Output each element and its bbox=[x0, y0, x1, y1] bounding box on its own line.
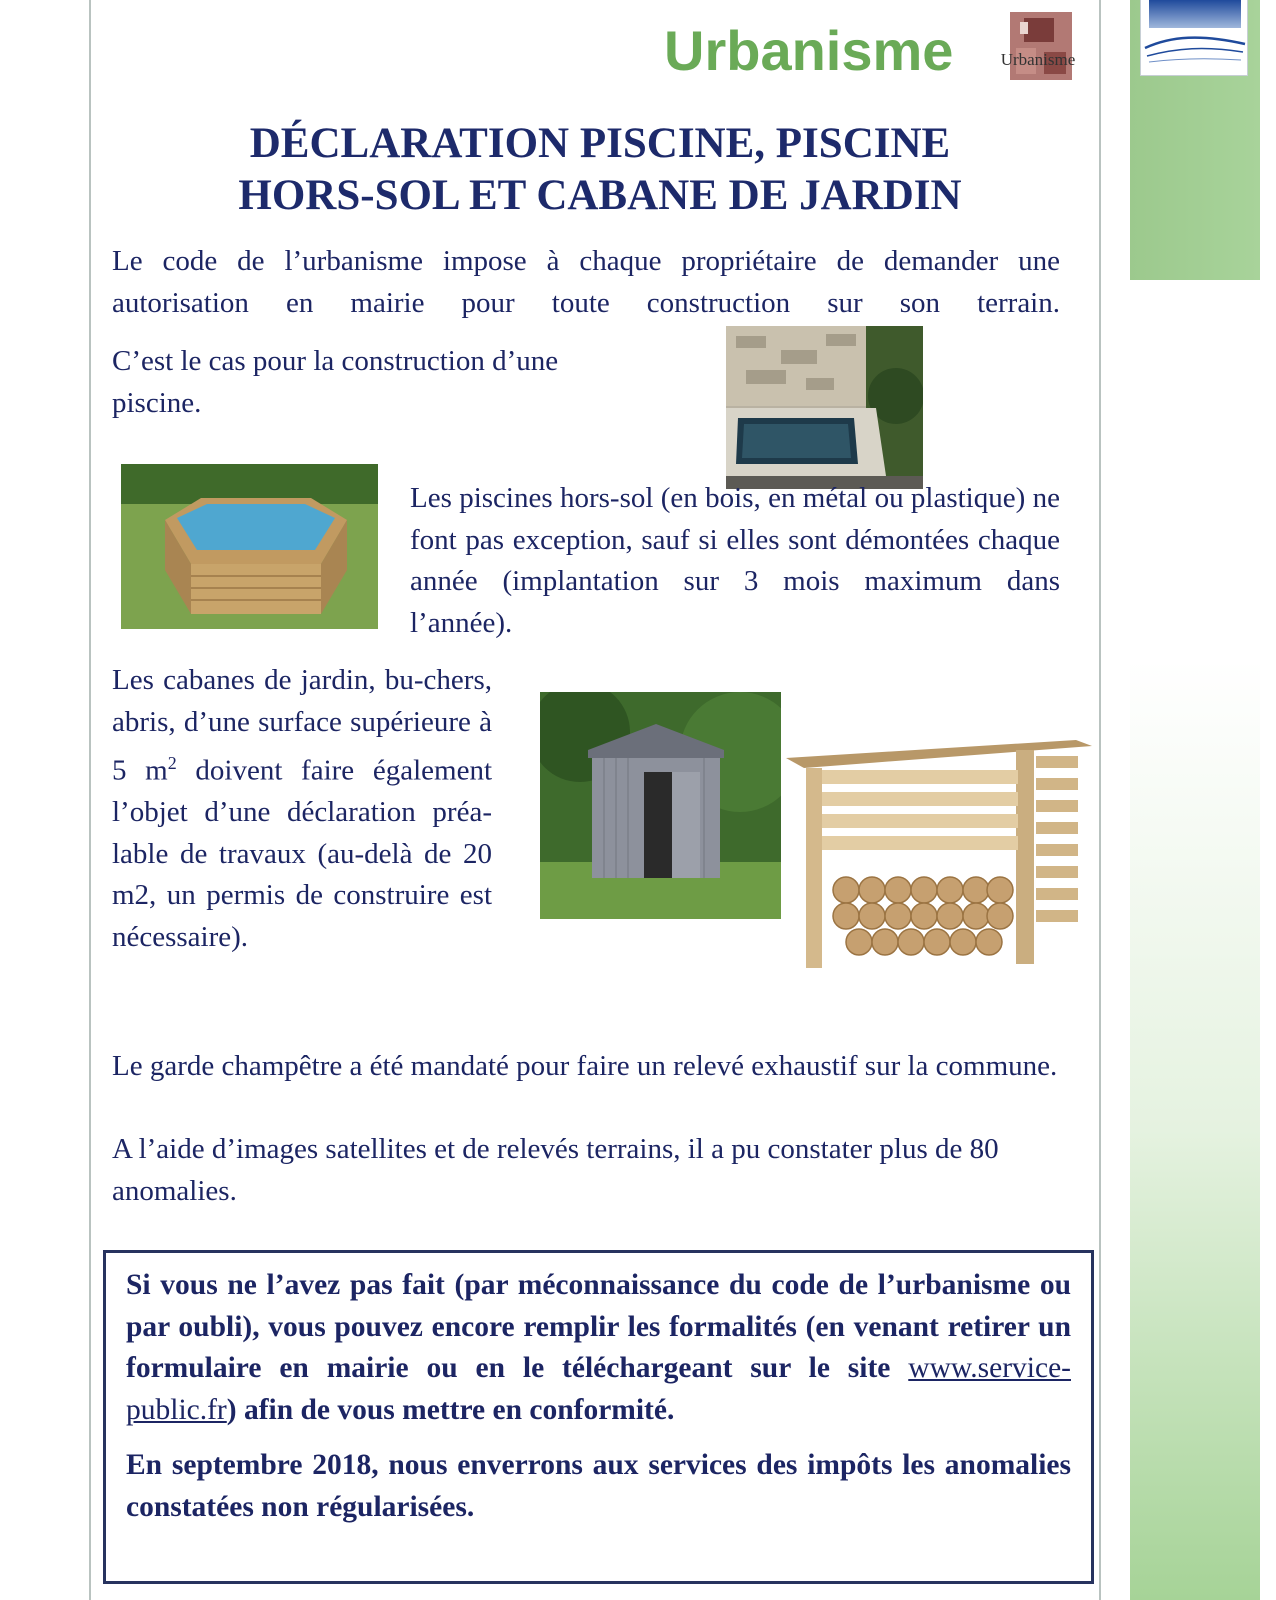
intro-text: Le code de l’urbanisme impose à chaque propriétaire de demander une autorisation en mairie pour toute construction sur son terrain. bbox=[112, 245, 1060, 319]
logo-waves-icon bbox=[1141, 0, 1249, 76]
notice-paragraph bbox=[126, 1265, 1071, 1431]
stamp-label: Urbanisme bbox=[1000, 50, 1076, 69]
sheds-paragraph bbox=[112, 660, 492, 958]
satellite-paragraph bbox=[112, 1129, 1088, 1212]
headline-line-1: DÉCLARATION PISCINE, PISCINE bbox=[249, 120, 951, 167]
wood-shelter-photo bbox=[786, 730, 1096, 978]
pool-text: C’est le cas pour la construction d’une piscine. bbox=[112, 345, 559, 419]
notice-warning: En septembre 2018, nous enverrons aux services des impôts les anomalies constatées non régularisées. bbox=[126, 1449, 1071, 1523]
section-title: Urbanisme bbox=[664, 19, 954, 82]
notice-box bbox=[103, 1250, 1094, 1584]
municipality-logo bbox=[1140, 0, 1248, 76]
sheds-text-end: doivent faire également l’objet d’une déclaration préa-lable de travaux (au-delà de 20 m2, un permis de construire est nécessaire). bbox=[112, 754, 492, 953]
above-ground-paragraph bbox=[410, 478, 1060, 644]
pool-paragraph bbox=[112, 341, 582, 424]
sheds-superscript: 2 bbox=[167, 753, 177, 773]
intro-paragraph bbox=[112, 241, 1060, 324]
notice-text-start: Si vous ne l’avez pas fait (par méconnaissance du code de l’urbanisme ou par oubli), vous pouvez encore remplir les formalités (en venant retirer un formulaire en mairie ou en le téléchargeant sur le site bbox=[126, 1269, 1071, 1384]
sheds-text-start: Les cabanes de jardin, bu-chers, abris, d’une surface supérieure à 5 m bbox=[112, 664, 492, 787]
satellite-text: A l’aide d’images satellites et de relevés terrains, il a pu constater plus de 80 anomalies. bbox=[112, 1133, 999, 1207]
above-ground-pool-photo bbox=[121, 464, 378, 629]
service-public-link[interactable]: www.service-public.fr bbox=[126, 1352, 1071, 1426]
garde-text: Le garde champêtre a été mandaté pour faire un relevé exhaustif sur la commune. bbox=[112, 1050, 1058, 1082]
page-headline bbox=[100, 118, 1100, 222]
garde-paragraph bbox=[112, 1046, 1088, 1088]
above-ground-text: Les piscines hors-sol (en bois, en métal ou plastique) ne font pas exception, sauf si elles sont démontées chaque année (implantation sur 3 mois maximum dans l’année). bbox=[410, 482, 1060, 639]
side-green-fade bbox=[1130, 660, 1260, 1600]
notice-text-end: ) afin de vous mettre en conformité. bbox=[226, 1393, 675, 1426]
headline-line-2: HORS-SOL ET CABANE DE JARDIN bbox=[238, 172, 962, 219]
urbanisme-stamp-image bbox=[990, 8, 1086, 84]
pool-photo bbox=[726, 326, 923, 489]
garden-shed-photo bbox=[540, 692, 781, 919]
